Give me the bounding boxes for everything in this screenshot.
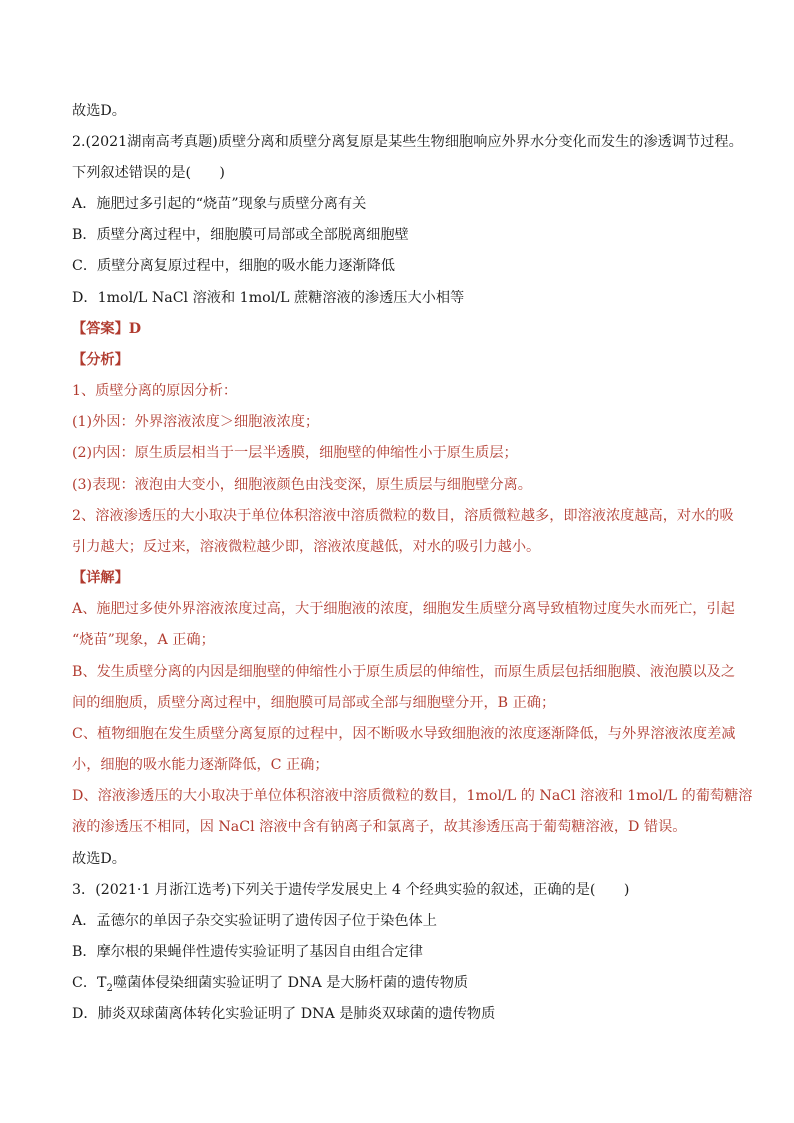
detail-line: “烧苗”现象，A 正确；	[72, 632, 215, 648]
analysis-line: (3)表现：液泡由大变小，细胞液颜色由浅变深，原生质层与细胞壁分离。	[72, 477, 532, 493]
detail-line: 小，细胞的吸水能力逐渐降低，C 正确；	[72, 757, 329, 773]
analysis-heading: 【分析】	[72, 352, 129, 368]
analysis-line: 引力越大；反过来，溶液微粒越少即，溶液浓度越低，对水的吸引力越小。	[72, 539, 541, 555]
question-2-option-b: B．质壁分离过程中，细胞膜可局部或全部脱离细胞壁	[72, 227, 409, 243]
option-c-prefix: C．T	[72, 975, 107, 991]
question-3-option-d: D．肺炎双球菌离体转化实验证明了 DNA 是肺炎双球菌的遗传物质	[72, 1006, 496, 1022]
detail-line: 液的渗透压不相同，因 NaCl 溶液中含有钠离子和氯离子，故其渗透压高于葡萄糖溶液，D 错误。	[72, 819, 687, 835]
answer-label: 【答案】D	[72, 321, 142, 337]
analysis-line: 1、质壁分离的原因分析：	[72, 383, 238, 399]
detail-heading: 【详解】	[72, 570, 129, 586]
analysis-line: (1)外因：外界溶液浓度＞细胞液浓度；	[72, 414, 320, 430]
analysis-line: 2、溶液渗透压的大小取决于单位体积溶液中溶质微粒的数目，溶质微粒越多，即溶液浓度越高，对水的吸	[72, 508, 734, 524]
option-c-text: 噬菌体侵染细菌实验证明了 DNA 是大肠杆菌的遗传物质	[112, 975, 469, 991]
detail-line: D、溶液渗透压的大小取决于单位体积溶液中溶质微粒的数目，1mol/L 的 NaCl 溶液和 1mol/L 的葡萄糖溶	[72, 788, 753, 804]
question-3-stem: 3．(2021·1 月浙江选考)下列关于遗传学发展史上 4 个经典实验的叙述，正确的是( )	[72, 882, 630, 898]
question-3-option-b: B．摩尔根的果蝇伴性遗传实验证明了基因自由组合定律	[72, 944, 423, 960]
question-3-option-a: A．孟德尔的单因子杂交实验证明了遗传因子位于染色体上	[72, 913, 437, 929]
question-2-stem: 2.(2021湖南高考真题)质壁分离和质壁分离复原是某些生物细胞响应外界水分变化而发生的渗透调节过程。	[72, 134, 743, 150]
detail-line: 间的细胞质，质壁分离过程中，细胞膜可局部或全部与细胞壁分开，B 正确；	[72, 695, 556, 711]
conclusion-line: 故选D。	[72, 103, 126, 119]
option-c-subscript: 2	[106, 982, 113, 994]
detail-line: C、植物细胞在发生质壁分离复原的过程中，因不断吸水导致细胞液的浓度逐渐降低，与外界溶液浓度差减	[72, 726, 736, 742]
question-2-option-a: A．施肥过多引起的“烧苗”现象与质壁分离有关	[72, 196, 367, 212]
question-2-option-d: D．1mol/L NaCl 溶液和 1mol/L 蔗糖溶液的渗透压大小相等	[72, 290, 465, 306]
analysis-line: (2)内因：原生质层相当于一层半透膜，细胞壁的伸缩性小于原生质层；	[72, 445, 518, 461]
conclusion-line: 故选D。	[72, 851, 126, 867]
question-3-option-c	[72, 973, 468, 993]
question-2-option-c: C．质壁分离复原过程中，细胞的吸水能力逐渐降低	[72, 258, 395, 274]
detail-line: B、发生质壁分离的内因是细胞壁的伸缩性小于原生质层的伸缩性，而原生质层包括细胞膜、液泡膜以及之	[72, 664, 736, 680]
detail-line: A、施肥过多使外界溶液浓度过高，大于细胞液的浓度，细胞发生质壁分离导致植物过度失水而死亡，引起	[72, 601, 735, 617]
question-2-stem-cont: 下列叙述错误的是( )	[72, 165, 225, 181]
